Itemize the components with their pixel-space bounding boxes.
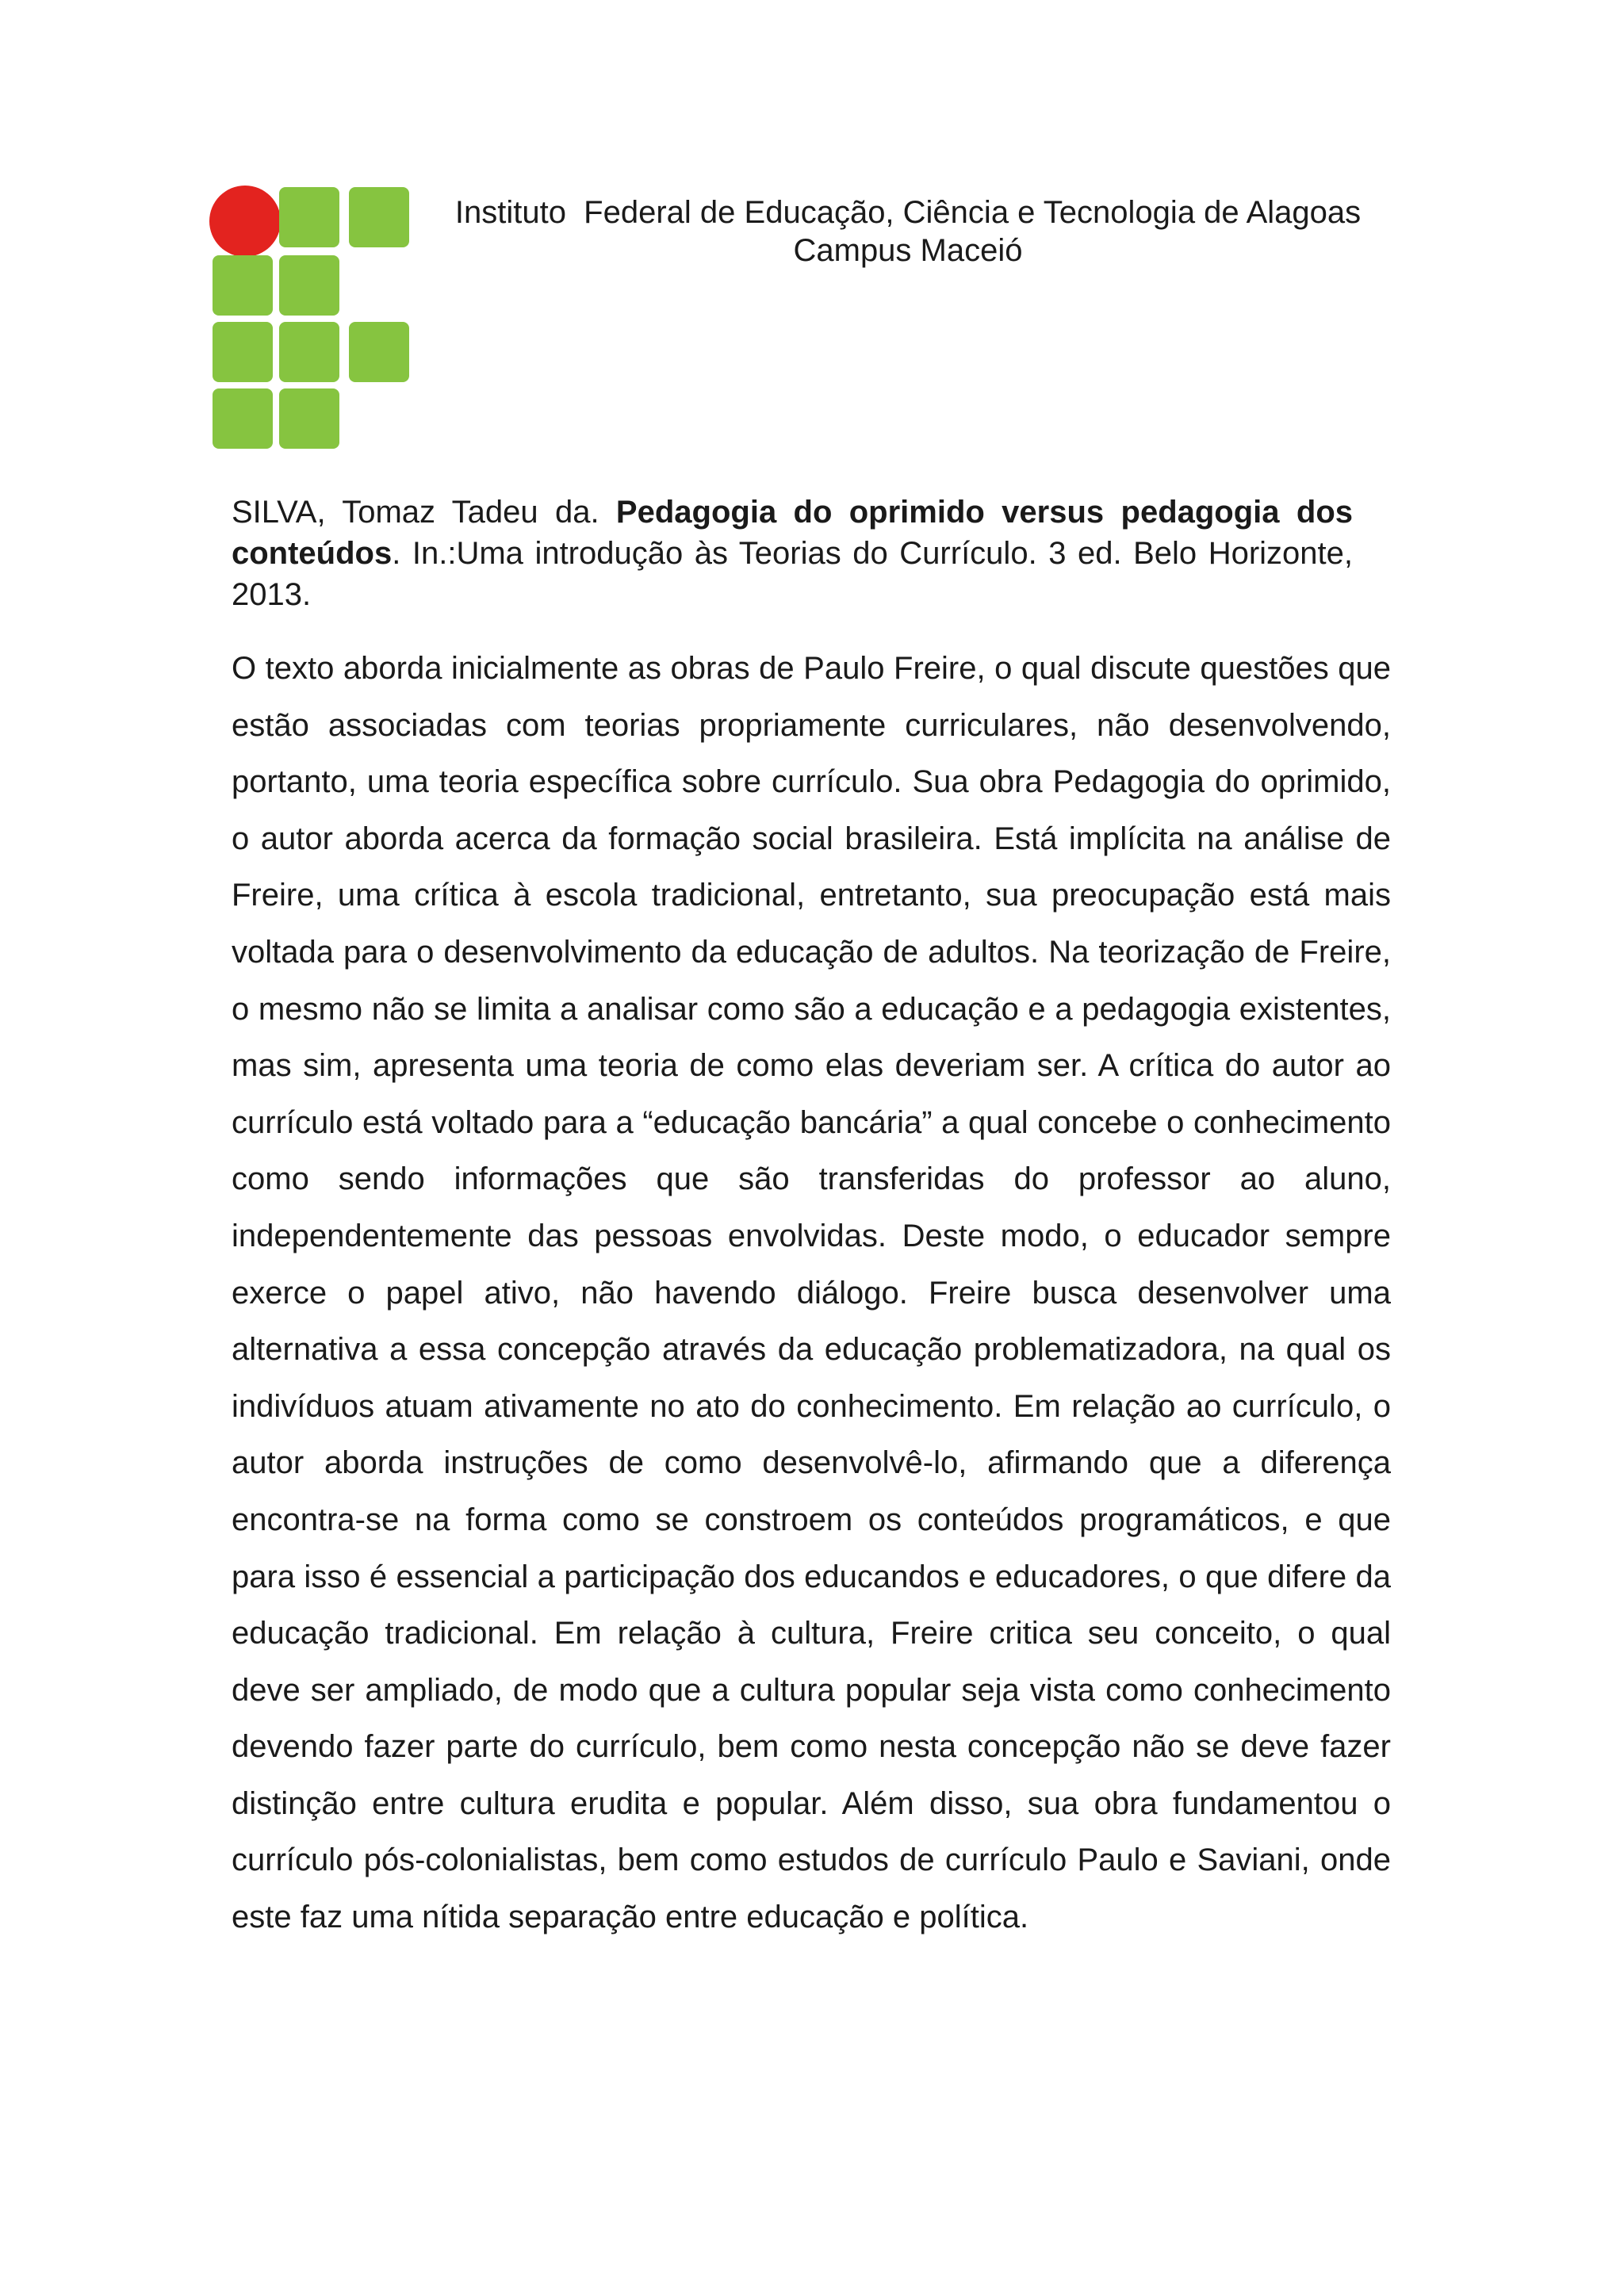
logo-red-circle <box>209 186 281 257</box>
logo-square <box>349 187 409 247</box>
reference-source: . In.:Uma introdução às Teorias do Currículo. 3 ed. Belo Horizonte, 2013. <box>232 536 1353 612</box>
document-header <box>412 193 1404 270</box>
reference-title: Pedagogia do oprimido versus pedagogia dos conteúdos <box>232 495 1353 571</box>
logo-square <box>279 187 339 247</box>
logo-square <box>279 388 339 449</box>
campus-name: Campus Maceió <box>793 233 1023 268</box>
logo-square <box>213 388 273 449</box>
logo-square <box>213 322 273 382</box>
logo-square <box>213 255 273 316</box>
summary-paragraph: O texto aborda inicialmente as obras de Paulo Freire, o qual discute questões que estão associadas com teorias propriamente curriculares, não desenvolvendo, portanto, uma teoria específica sobre currículo. Sua obra Pedagogia do oprimido, o autor aborda acerca da formação social brasileira. Está implícita na análise de Freire, uma crítica à escola tradicional, entretanto, sua preocupação está mais voltada para o desenvolvimento da educação de adultos. Na teorização de Freire, o mesmo não se limita a analisar como são a educação e a pedagogia existentes, mas sim, apresenta uma teoria de como elas deveriam ser. A crítica do autor ao currículo está voltado para a “educação bancária” a qual concebe o conhecimento como sendo informações que são transferidas do professor ao aluno, independentemente das pessoas envolvidas. Deste modo, o educador sempre exerce o papel ativo, não havendo diálogo. Freire busca desenvolver uma alternativa a essa concepção através da educação problematizadora, na qual os indivíduos atuam ativamente no ato do conhecimento. Em relação ao currículo, o autor aborda instruções de como desenvolvê-lo, afirmando que a diferença encontra-se na forma como se constroem os conteúdos programáticos, e que para isso é essencial a participação dos educandos e educadores, o que difere da educação tradicional. Em relação à cultura, Freire critica seu conceito, o qual deve ser ampliado, de modo que a cultura popular seja vista como conhecimento devendo fazer parte do currículo, bem como nesta concepção não se deve fazer distinção entre cultura erudita e popular. Além disso, sua obra fundamentou o currículo pós-colonialistas, bem como estudos de currículo Paulo e Saviani, onde este faz uma nítida separação entre educação e política. <box>232 651 1391 1935</box>
logo-square <box>279 255 339 316</box>
bibliographic-reference <box>232 492 1353 615</box>
reference-author: SILVA, Tomaz Tadeu da. <box>232 495 616 530</box>
institution-name: Instituto Federal de Educação, Ciência e Tecnologia de Alagoas <box>454 195 1362 230</box>
institution-logo <box>208 182 411 449</box>
logo-square <box>279 322 339 382</box>
logo-square <box>349 322 409 382</box>
